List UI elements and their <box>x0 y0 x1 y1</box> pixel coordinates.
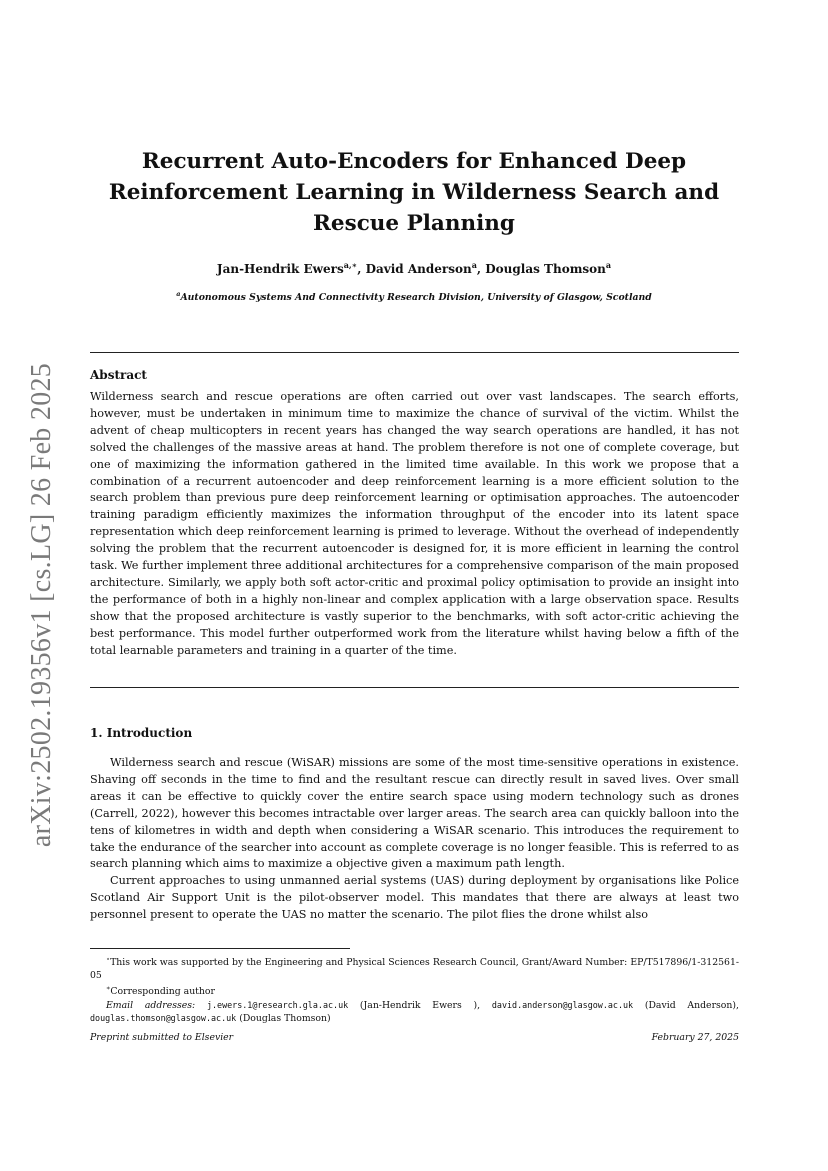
footnote-rule <box>90 948 350 949</box>
author-affiliation-mark: a <box>471 260 477 270</box>
arxiv-identifier[interactable]: arXiv:2502.19356v1 [cs.LG] 26 Feb 2025 <box>26 362 57 848</box>
affiliation <box>90 290 738 303</box>
author-name: Jan-Hendrik Ewers <box>216 262 344 276</box>
funding-footnote: ⋆This work was supported by the Engineering and Physical Sciences Research Council, Grant/Award Number: EP/T517896/1-312561-05 <box>90 955 739 982</box>
author-name: David Anderson <box>365 262 472 276</box>
abstract-heading: Abstract <box>90 368 147 382</box>
preprint-note: Preprint submitted to Elsevier <box>90 1032 234 1043</box>
section-body <box>90 755 739 924</box>
email-link[interactable]: douglas.thomson@glasgow.ac.uk <box>90 1012 237 1023</box>
email-label: Email addresses: <box>106 999 196 1011</box>
email-owner: (Douglas Thomson) <box>239 1012 331 1024</box>
paragraph: Wilderness search and rescue (WiSAR) missions are some of the most time-sensitive operations in existence. Shaving off seconds in the time to find and the resultant rescue can directly result in saved lives. Over small areas it can be effective to quickly cover the entire search space using modern technology such as drones (Carrell, 2022), however this becomes intractable over larger areas. The search area can quickly balloon into the tens of kilometres in width and depth when considering a WiSAR scenario. This introduces the requirement to take the endurance of the searcher into account as complete coverage is no longer feasible. This is referred to as search planning which aims to maximize a objective given a maximum path length. <box>90 756 739 871</box>
abstract-top-rule <box>90 352 739 353</box>
paragraph: Current approaches to using unmanned aerial systems (UAS) during deployment by organisations like Police Scotland Air Support Unit is the pilot-observer model. This mandates that there are always at least two personnel present to operate the UAS no matter the scenario. The pilot flies the drone whilst also <box>90 874 739 922</box>
footnotes <box>90 953 739 1025</box>
affiliation-text: Autonomous Systems And Connectivity Research Division, University of Glasgow, Scotland <box>180 292 652 303</box>
email-footnote <box>90 999 739 1025</box>
author-affiliation-mark: a <box>605 260 612 270</box>
email-owner: (David Anderson), <box>644 999 739 1011</box>
section-heading: 1. Introduction <box>90 726 193 740</box>
submission-date: February 27, 2025 <box>651 1032 739 1043</box>
corresponding-footnote: ∗Corresponding author <box>106 984 215 998</box>
author-affiliation-mark: a,∗ <box>343 260 358 270</box>
abstract-bottom-rule <box>90 687 739 688</box>
paper-title: Recurrent Auto-Encoders for Enhanced Deep Reinforcement Learning in Wilderness Search and Rescue Planning <box>108 149 720 236</box>
email-owner: (Jan-Hendrik Ewers ), <box>359 999 481 1011</box>
abstract-text: Wilderness search and rescue operations are often carried out over vast landscapes. The search efforts, however, must be undertaken in minimum time to maximize the chance of survival of the victim. Whilst the advent of cheap multicopters in recent years has changed the way search operations are handled, it has not solved the challenges of the massive areas at hand. The problem therefore is not one of complete coverage, but one of maximizing the information gathered in the limited time available. In this work we propose that a combination of a recurrent autoencoder and deep reinforcement learning is a more efficient solution to the search problem than previous pure deep reinforcement learning or optimisation approaches. The autoencoder training paradigm efficiently maximizes the information throughput of the encoder into its latent space representation which deep reinforcement learning is primed to leverage. Without the overhead of independently solving the problem that the recurrent autoencoder is designed for, it is more efficient in learning the control task. We further implement three additional architectures for a comprehensive comparison of the main proposed architecture. Similarly, we apply both soft actor-critic and proximal policy optimisation to provide an insight into the performance of both in a highly non-linear and complex application with a large observation space. Results show that the proposed architecture is vastly superior to the benchmarks, with soft actor-critic achieving the best performance. This model further outperformed work from the literature whilst having below a fifth of the total learnable parameters and training in a quarter of the time. <box>90 390 739 657</box>
email-link[interactable]: david.anderson@glasgow.ac.uk <box>491 999 634 1010</box>
email-link[interactable]: j.ewers.1@research.gla.ac.uk <box>206 999 349 1010</box>
affiliation-mark: a <box>176 290 181 298</box>
author-name: Douglas Thomson <box>485 262 606 276</box>
author-list: Jan-Hendrik Ewers$^{a,∗}$, David Anderson$^a$, Douglas Thomson$^a$ <box>216 260 612 276</box>
